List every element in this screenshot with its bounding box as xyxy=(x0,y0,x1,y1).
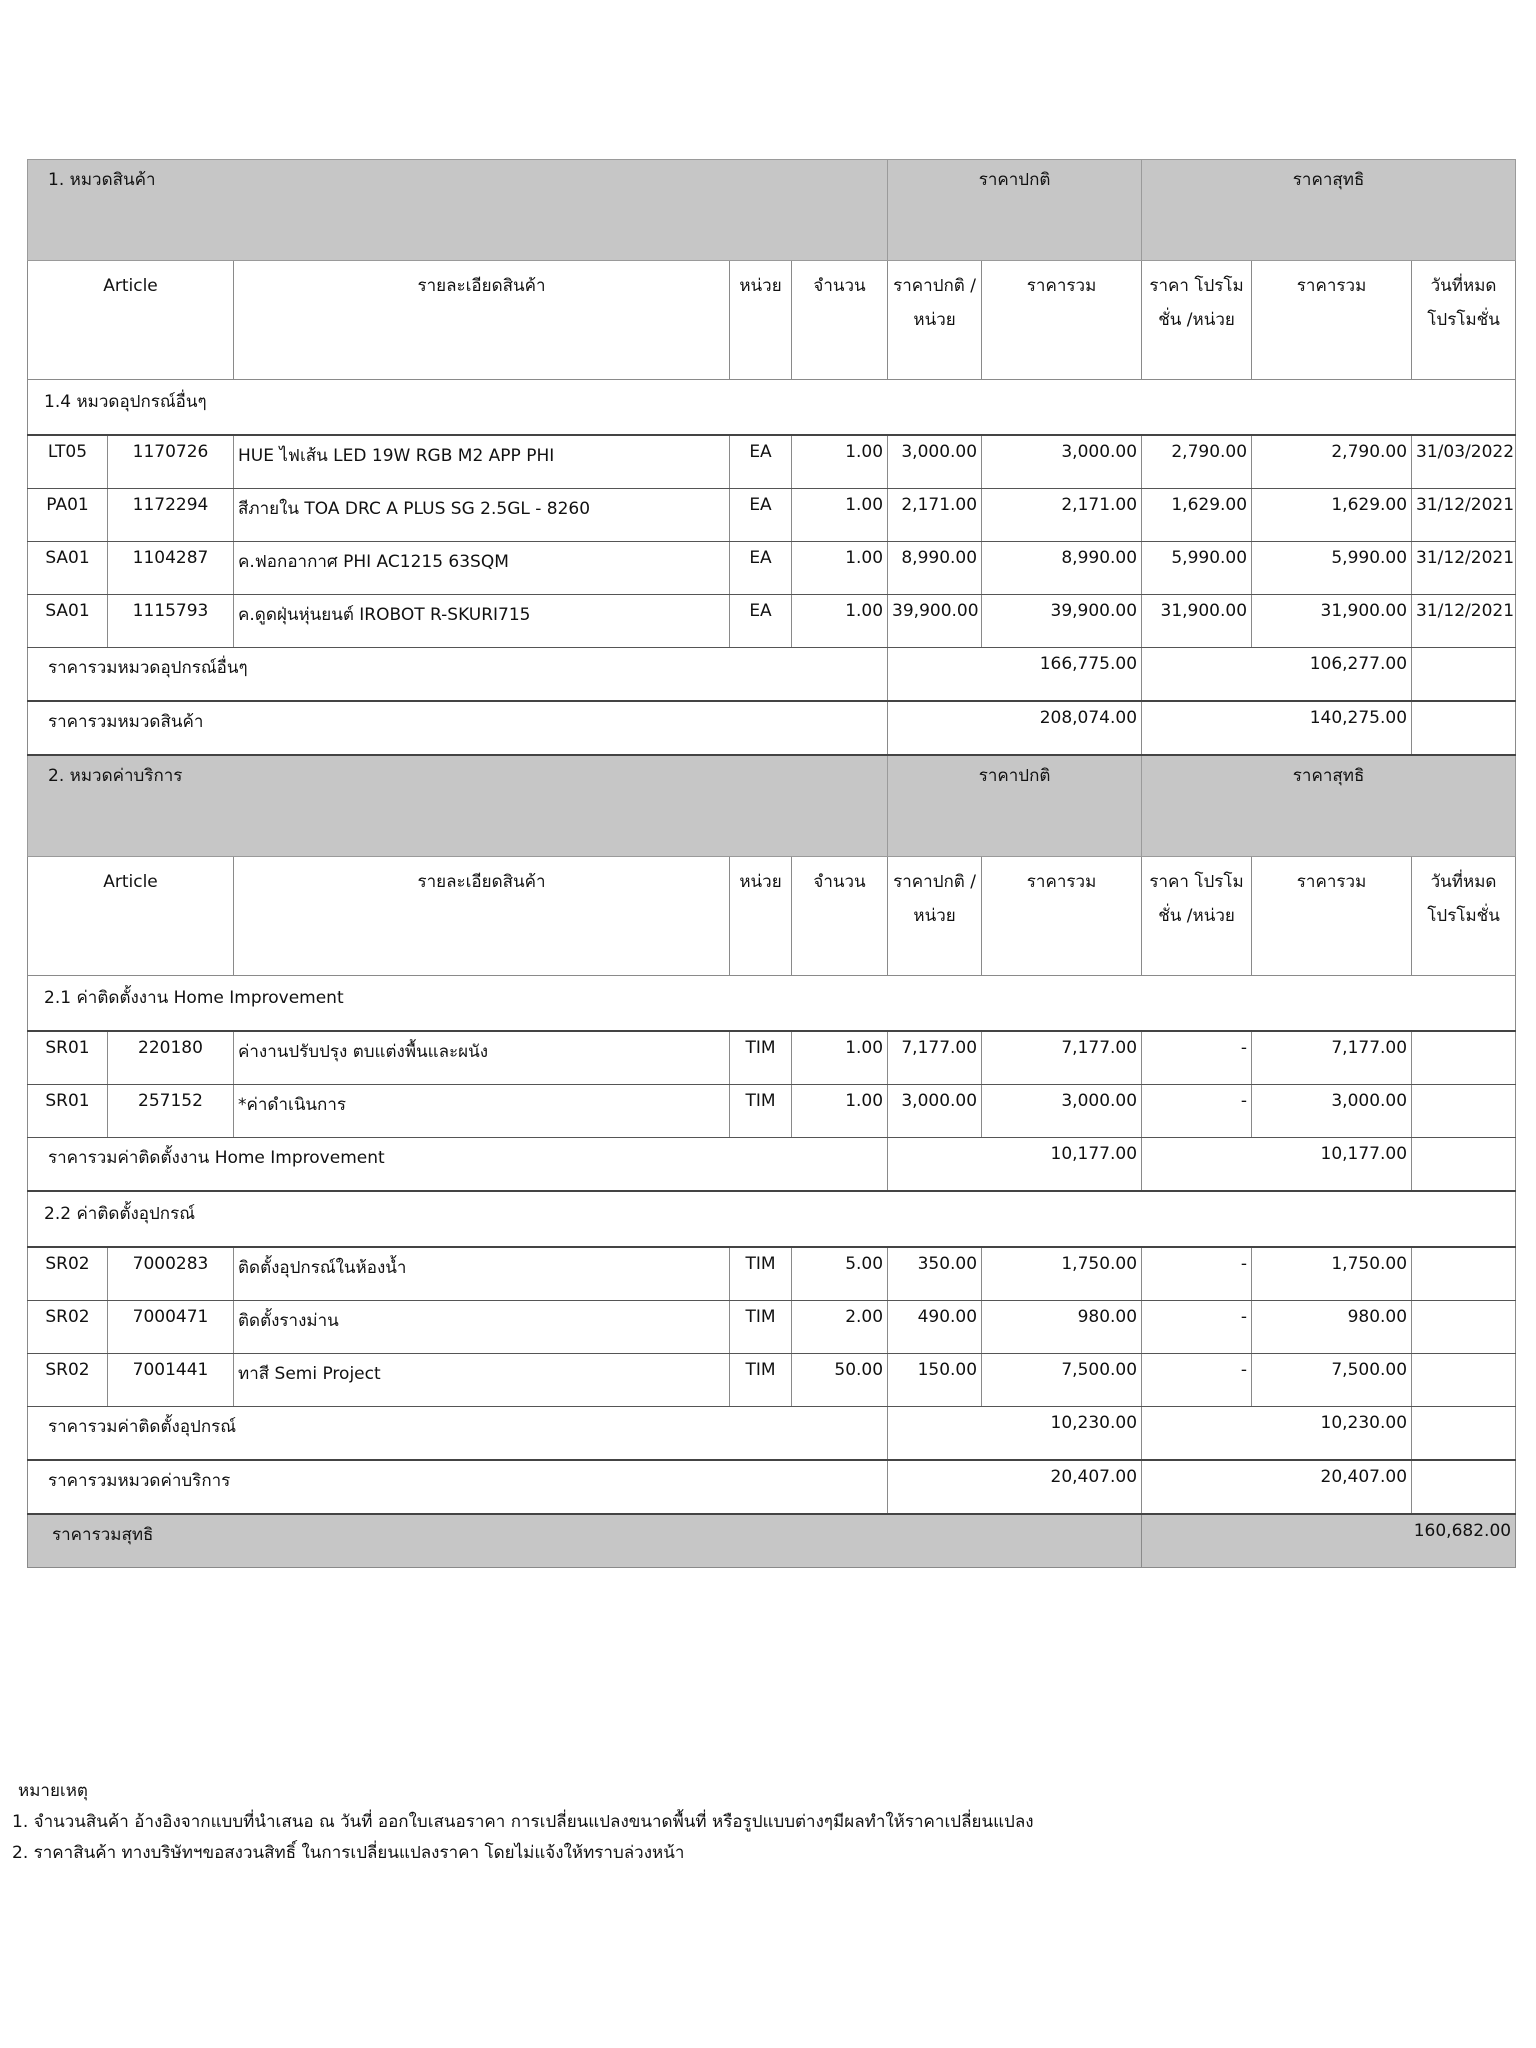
item-code: SR02 xyxy=(28,1301,108,1354)
normal-price-group-label: ราคาปกติ xyxy=(888,755,1142,857)
subsection-title: 2.1 ค่าติดตั้งงาน Home Improvement xyxy=(28,976,1516,1032)
note-line-2: 2. ราคาสินค้า ทางบริษัทฯขอสงวนสิทธิ์ ในการเปลี่ยนแปลงราคา โดยไม่แจ้งให้ทราบล่วงหน้า xyxy=(12,1843,685,1863)
grand-total-row xyxy=(28,1514,1516,1568)
subtotal-row xyxy=(28,1138,1516,1192)
col-promo-total: ราคารวม xyxy=(1252,857,1412,976)
item-unit-price: 7,177.00 xyxy=(888,1031,982,1085)
col-promo-price: ราคา โปรโมชั่น /หน่วย xyxy=(1142,261,1252,380)
item-unit: TIM xyxy=(730,1354,792,1407)
item-promo-price: 1,629.00 xyxy=(1142,489,1252,542)
item-unit-price: 350.00 xyxy=(888,1247,982,1301)
subtotal-net: 10,230.00 xyxy=(1142,1407,1412,1461)
item-promo-total: 3,000.00 xyxy=(1252,1085,1412,1138)
item-description: ค.ดูดฝุ่นหุ่นยนต์ IROBOT R-SKURI715 xyxy=(234,595,730,648)
section-header-row xyxy=(28,160,1516,261)
item-promo-end: 31/12/2021 xyxy=(1412,595,1516,648)
item-promo-total: 980.00 xyxy=(1252,1301,1412,1354)
item-article: 1104287 xyxy=(108,542,234,595)
item-unit-price: 3,000.00 xyxy=(888,1085,982,1138)
item-promo-end: 31/03/2022 xyxy=(1412,435,1516,489)
item-promo-end xyxy=(1412,1354,1516,1407)
item-description: *ค่าดำเนินการ xyxy=(234,1085,730,1138)
subsection-title: 1.4 หมวดอุปกรณ์อื่นๆ xyxy=(28,380,1516,436)
item-article: 7001441 xyxy=(108,1354,234,1407)
subsection-row xyxy=(28,380,1516,436)
item-unit: EA xyxy=(730,435,792,489)
item-qty: 1.00 xyxy=(792,1085,888,1138)
subtotal-normal: 10,230.00 xyxy=(888,1407,1142,1461)
item-qty: 50.00 xyxy=(792,1354,888,1407)
item-unit: TIM xyxy=(730,1031,792,1085)
item-code: SR01 xyxy=(28,1031,108,1085)
subsection-title: 2.2 ค่าติดตั้งอุปกรณ์ xyxy=(28,1191,1516,1247)
subtotal-net: 106,277.00 xyxy=(1142,648,1412,702)
subtotal-row xyxy=(28,1407,1516,1461)
section-total-empty xyxy=(1412,1460,1516,1514)
section-total-normal: 208,074.00 xyxy=(888,701,1142,755)
section-total-row xyxy=(28,701,1516,755)
section-total-label: ราคารวมหมวดค่าบริการ xyxy=(28,1460,888,1514)
item-qty: 1.00 xyxy=(792,1031,888,1085)
item-total: 7,177.00 xyxy=(982,1031,1142,1085)
net-price-group-label: ราคาสุทธิ xyxy=(1142,755,1516,857)
item-promo-end xyxy=(1412,1085,1516,1138)
item-promo-price: 5,990.00 xyxy=(1142,542,1252,595)
item-promo-total: 31,900.00 xyxy=(1252,595,1412,648)
item-description: ติดตั้งอุปกรณ์ในห้องน้ำ xyxy=(234,1247,730,1301)
col-promo-price: ราคา โปรโมชั่น /หน่วย xyxy=(1142,857,1252,976)
item-unit: EA xyxy=(730,542,792,595)
item-description: สีภายใน TOA DRC A PLUS SG 2.5GL - 8260 xyxy=(234,489,730,542)
item-qty: 1.00 xyxy=(792,595,888,648)
item-promo-end: 31/12/2021 xyxy=(1412,489,1516,542)
item-code: SR01 xyxy=(28,1085,108,1138)
item-unit-price: 150.00 xyxy=(888,1354,982,1407)
subtotal-empty xyxy=(1412,1407,1516,1461)
item-code: PA01 xyxy=(28,489,108,542)
item-code: SA01 xyxy=(28,595,108,648)
item-article: 7000471 xyxy=(108,1301,234,1354)
quotation-sheet xyxy=(27,159,1515,1568)
subtotal-net: 10,177.00 xyxy=(1142,1138,1412,1192)
subtotal-row xyxy=(28,648,1516,702)
col-unit: หน่วย xyxy=(730,261,792,380)
item-total: 3,000.00 xyxy=(982,1085,1142,1138)
table-row xyxy=(28,489,1516,542)
col-qty: จำนวน xyxy=(792,857,888,976)
item-article: 220180 xyxy=(108,1031,234,1085)
subtotal-label: ราคารวมค่าติดตั้งอุปกรณ์ xyxy=(28,1407,888,1461)
col-description: รายละเอียดสินค้า xyxy=(234,261,730,380)
item-promo-price: 31,900.00 xyxy=(1142,595,1252,648)
item-unit-price: 490.00 xyxy=(888,1301,982,1354)
table-row xyxy=(28,435,1516,489)
item-promo-price: - xyxy=(1142,1354,1252,1407)
item-promo-price: - xyxy=(1142,1031,1252,1085)
table-row xyxy=(28,1301,1516,1354)
section-total-row xyxy=(28,1460,1516,1514)
item-unit: EA xyxy=(730,595,792,648)
grand-total-label: ราคารวมสุทธิ xyxy=(28,1514,1142,1568)
subtotal-empty xyxy=(1412,1138,1516,1192)
table-row xyxy=(28,1247,1516,1301)
item-unit: TIM xyxy=(730,1085,792,1138)
table-row xyxy=(28,1354,1516,1407)
subtotal-normal: 166,775.00 xyxy=(888,648,1142,702)
item-promo-end xyxy=(1412,1031,1516,1085)
item-total: 2,171.00 xyxy=(982,489,1142,542)
item-total: 7,500.00 xyxy=(982,1354,1142,1407)
note-line-1: 1. จำนวนสินค้า อ้างอิงจากแบบที่นำเสนอ ณ วันที่ ออกใบเสนอราคา การเปลี่ยนแปลงขนาดพื้นที่ หรือรูปแบบต่างๆมีผลทำให้ราคาเปลี่ยนแปลง xyxy=(12,1812,1034,1832)
table-row xyxy=(28,595,1516,648)
section-header-row xyxy=(28,755,1516,857)
col-total: ราคารวม xyxy=(982,261,1142,380)
item-unit: EA xyxy=(730,489,792,542)
column-header-row xyxy=(28,261,1516,380)
item-unit-price: 39,900.00 xyxy=(888,595,982,648)
section-total-label: ราคารวมหมวดสินค้า xyxy=(28,701,888,755)
item-article: 1172294 xyxy=(108,489,234,542)
section-title: 1. หมวดสินค้า xyxy=(28,160,888,261)
item-unit-price: 8,990.00 xyxy=(888,542,982,595)
item-promo-end xyxy=(1412,1247,1516,1301)
table-row xyxy=(28,542,1516,595)
col-qty: จำนวน xyxy=(792,261,888,380)
section-total-net: 140,275.00 xyxy=(1142,701,1412,755)
item-promo-price: - xyxy=(1142,1247,1252,1301)
section-total-empty xyxy=(1412,701,1516,755)
notes xyxy=(12,1776,1034,1869)
column-header-row xyxy=(28,857,1516,976)
col-article: Article xyxy=(28,261,234,380)
item-article: 257152 xyxy=(108,1085,234,1138)
item-article: 7000283 xyxy=(108,1247,234,1301)
section-total-net: 20,407.00 xyxy=(1142,1460,1412,1514)
item-unit: TIM xyxy=(730,1301,792,1354)
item-total: 1,750.00 xyxy=(982,1247,1142,1301)
item-promo-end xyxy=(1412,1301,1516,1354)
item-promo-price: - xyxy=(1142,1085,1252,1138)
item-promo-total: 7,500.00 xyxy=(1252,1354,1412,1407)
col-promo-end: วันที่หมด โปรโมชั่น xyxy=(1412,857,1516,976)
col-total: ราคารวม xyxy=(982,857,1142,976)
item-qty: 5.00 xyxy=(792,1247,888,1301)
subsection-row xyxy=(28,976,1516,1032)
item-total: 980.00 xyxy=(982,1301,1142,1354)
item-code: SR02 xyxy=(28,1354,108,1407)
item-description: ทาสี Semi Project xyxy=(234,1354,730,1407)
grand-total-value: 160,682.00 xyxy=(1142,1514,1516,1568)
item-qty: 1.00 xyxy=(792,542,888,595)
item-promo-total: 1,629.00 xyxy=(1252,489,1412,542)
subtotal-normal: 10,177.00 xyxy=(888,1138,1142,1192)
table-row xyxy=(28,1031,1516,1085)
item-unit-price: 2,171.00 xyxy=(888,489,982,542)
item-article: 1170726 xyxy=(108,435,234,489)
col-unit: หน่วย xyxy=(730,857,792,976)
item-promo-end: 31/12/2021 xyxy=(1412,542,1516,595)
subtotal-label: ราคารวมหมวดอุปกรณ์อื่นๆ xyxy=(28,648,888,702)
item-article: 1115793 xyxy=(108,595,234,648)
subsection-row xyxy=(28,1191,1516,1247)
item-description: ติดตั้งรางม่าน xyxy=(234,1301,730,1354)
item-code: LT05 xyxy=(28,435,108,489)
section-total-normal: 20,407.00 xyxy=(888,1460,1142,1514)
col-unit-price: ราคาปกติ /หน่วย xyxy=(888,857,982,976)
section-title: 2. หมวดค่าบริการ xyxy=(28,755,888,857)
item-code: SR02 xyxy=(28,1247,108,1301)
item-qty: 1.00 xyxy=(792,435,888,489)
col-promo-total: ราคารวม xyxy=(1252,261,1412,380)
item-promo-total: 7,177.00 xyxy=(1252,1031,1412,1085)
subtotal-label: ราคารวมค่าติดตั้งงาน Home Improvement xyxy=(28,1138,888,1192)
table-row xyxy=(28,1085,1516,1138)
col-article: Article xyxy=(28,857,234,976)
normal-price-group-label: ราคาปกติ xyxy=(888,160,1142,261)
item-promo-total: 2,790.00 xyxy=(1252,435,1412,489)
col-unit-price: ราคาปกติ /หน่วย xyxy=(888,261,982,380)
item-total: 3,000.00 xyxy=(982,435,1142,489)
item-promo-total: 5,990.00 xyxy=(1252,542,1412,595)
col-description: รายละเอียดสินค้า xyxy=(234,857,730,976)
subtotal-empty xyxy=(1412,648,1516,702)
item-description: ค่างานปรับปรุง ตบแต่งพื้นและผนัง xyxy=(234,1031,730,1085)
item-qty: 1.00 xyxy=(792,489,888,542)
item-total: 8,990.00 xyxy=(982,542,1142,595)
item-code: SA01 xyxy=(28,542,108,595)
item-unit-price: 3,000.00 xyxy=(888,435,982,489)
quotation-table-body xyxy=(28,160,1516,1568)
item-total: 39,900.00 xyxy=(982,595,1142,648)
item-description: HUE ไฟเส้น LED 19W RGB M2 APP PHI xyxy=(234,435,730,489)
item-promo-price: 2,790.00 xyxy=(1142,435,1252,489)
item-promo-total: 1,750.00 xyxy=(1252,1247,1412,1301)
item-promo-price: - xyxy=(1142,1301,1252,1354)
col-promo-end: วันที่หมด โปรโมชั่น xyxy=(1412,261,1516,380)
notes-title: หมายเหตุ xyxy=(18,1781,88,1801)
quotation-table xyxy=(27,159,1516,1568)
item-description: ค.ฟอกอากาศ PHI AC1215 63SQM xyxy=(234,542,730,595)
net-price-group-label: ราคาสุทธิ xyxy=(1142,160,1516,261)
item-qty: 2.00 xyxy=(792,1301,888,1354)
item-unit: TIM xyxy=(730,1247,792,1301)
